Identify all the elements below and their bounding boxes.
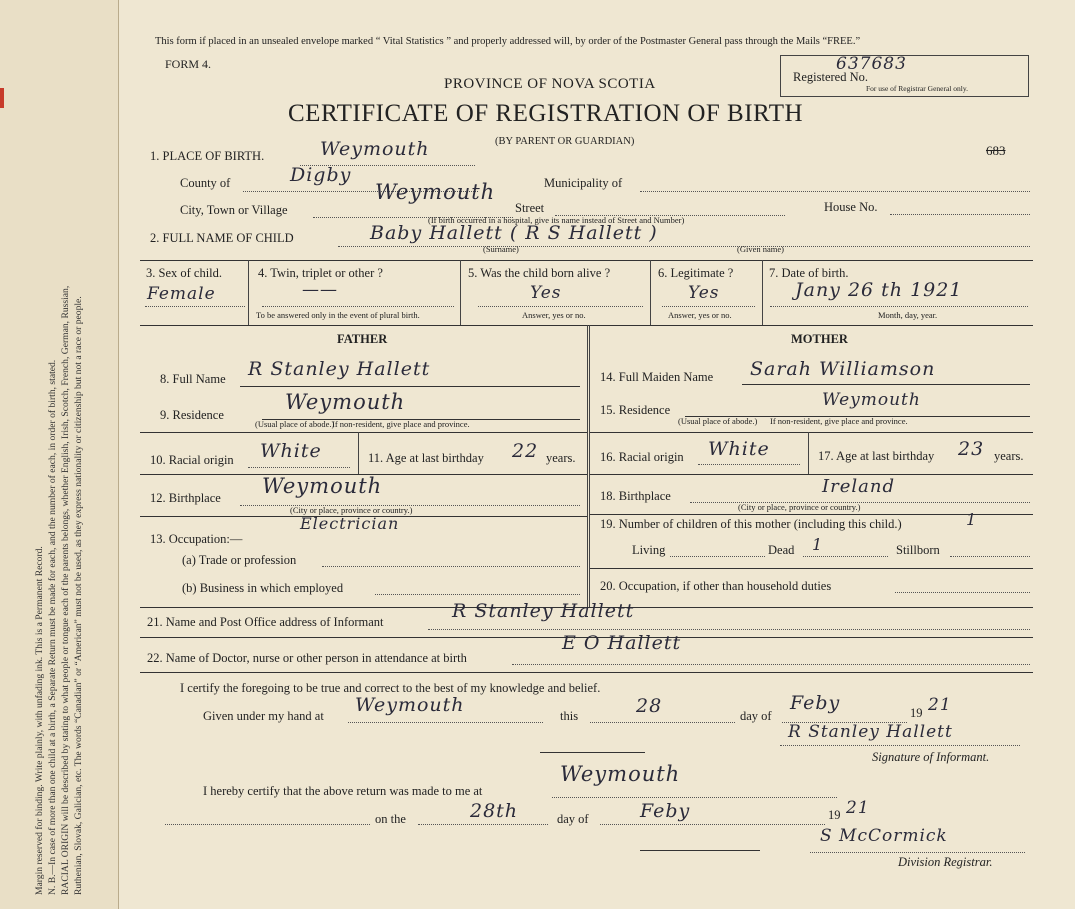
born-alive-value: Yes (530, 283, 562, 303)
registered-number-value: 637683 (836, 54, 907, 74)
signature-of-informant-label: Signature of Informant. (872, 750, 990, 764)
trade-line (322, 566, 580, 567)
registrar-signature-line (810, 852, 1025, 853)
trade-label: (a) Trade or profession (182, 553, 297, 567)
registered-number-label: Registered No. (793, 70, 868, 84)
mother-name-label: 14. Full Maiden Name (600, 370, 714, 384)
street-label: Street (515, 201, 545, 215)
grid-divider (762, 260, 763, 325)
grid-divider (460, 260, 461, 325)
mother-name-value: Sarah Williamson (750, 358, 936, 380)
mother-racial-label: 16. Racial origin (600, 450, 684, 464)
business-label: (b) Business in which employed (182, 581, 344, 595)
mother-residence-value: Weymouth (822, 390, 921, 410)
mother-children-value: 1 (966, 510, 978, 529)
child-name-label: 2. FULL NAME OF CHILD (150, 231, 294, 245)
margin-instructions (33, 15, 85, 895)
surname-note: (Surname) (483, 244, 519, 254)
twin-label: 4. Twin, triplet or other ? (258, 266, 383, 280)
living-label: Living (632, 543, 666, 557)
twin-value: —— (302, 280, 338, 300)
mother-occupation-label: 20. Occupation, if other than household duties (600, 579, 832, 593)
place-of-birth-label: 1. PLACE OF BIRTH. (150, 149, 265, 163)
mother-rule (590, 568, 1033, 569)
registration-year-value: 21 (846, 798, 870, 818)
legitimate-label: 6. Legitimate ? (658, 266, 734, 280)
stillborn-label: Stillborn (896, 543, 940, 557)
informant-value: R Stanley Hallett (452, 600, 635, 622)
father-nonresident-note: If non-resident, give place and province. (332, 419, 470, 429)
given-at-value: Weymouth (355, 694, 465, 716)
mother-nonresident-note: If non-resident, give place and province. (770, 416, 908, 426)
father-name-line (240, 386, 580, 387)
informant-signature: R Stanley Hallett (788, 722, 953, 742)
legitimate-value: Yes (688, 283, 720, 303)
registered-number-box (780, 55, 1029, 97)
city-value: Weymouth (375, 180, 496, 204)
grid-divider (650, 260, 651, 325)
registration-place-value: Weymouth (560, 762, 681, 786)
margin-line: RACIAL ORIGIN will be described by stating to what people or tongue each of the parents belongs, whether English, Irish, Scotch, French, German, Russian, (60, 285, 71, 895)
struck-number: 683 (986, 143, 1006, 158)
father-abode-note: (Usual place of abode.) (255, 419, 335, 429)
child-name-value: Baby Hallett ( R S Hallett ) (370, 222, 658, 244)
margin-line: Ruthenian, Slovak, Galician, etc. The words “Canadian” or “American” must not be used, as they express nationality or citizenship but not a race or people. (73, 296, 84, 895)
mother-children-label: 19. Number of children of this mother (including this child.) (600, 517, 902, 531)
twin-note: To be answered only in the event of plural birth. (256, 310, 420, 320)
on-the-label: on the (375, 812, 406, 826)
given-under-label: Given under my hand at (203, 709, 324, 723)
day-of-label: day of (740, 709, 772, 723)
sex-label: 3. Sex of child. (146, 266, 223, 280)
father-age-years: years. (546, 451, 576, 465)
father-occupation-label: 13. Occupation:— (150, 532, 243, 546)
father-heading: FATHER (337, 332, 388, 346)
dead-label: Dead (768, 543, 795, 557)
sex-line (145, 306, 245, 307)
father-residence-value: Weymouth (285, 390, 406, 414)
given-name-note: (Given name) (737, 244, 784, 254)
father-birthplace-value: Weymouth (262, 474, 383, 498)
municipality-line (640, 191, 1030, 192)
legitimate-note: Answer, yes or no. (668, 310, 732, 320)
father-residence-label: 9. Residence (160, 408, 224, 422)
given-at-line (348, 722, 543, 723)
this-label: this (560, 709, 579, 723)
doctor-bottom-rule (140, 672, 1033, 673)
informant-label: 21. Name and Post Office address of Informant (147, 615, 384, 629)
father-birthplace-note: (City or place, province or country.) (290, 505, 413, 515)
informant-signature-line (780, 745, 1020, 746)
margin-line: Margin reserved for binding. Write plainly, with unfading ink. This is a Permanent Record. (34, 546, 45, 895)
legitimate-line (662, 306, 755, 307)
registration-place-line (552, 797, 837, 798)
given-year-prefix: 19 (910, 706, 923, 720)
county-value: Digby (290, 164, 352, 186)
registration-year-prefix: 19 (828, 808, 841, 822)
doctor-line (512, 664, 1030, 665)
father-age-label: 11. Age at last birthday (368, 451, 484, 465)
registration-lead-line (165, 824, 370, 825)
father-racial-value: White (260, 440, 322, 462)
mother-racial-line (698, 464, 800, 465)
doctor-value: E O Hallett (562, 632, 682, 654)
division-registrar-label: Division Registrar. (898, 855, 993, 869)
born-alive-line (478, 306, 643, 307)
given-rule (540, 752, 645, 753)
living-line (670, 556, 765, 557)
father-age-divider (358, 432, 359, 474)
red-tab-mark (0, 88, 4, 108)
born-alive-label: 5. Was the child born alive ? (468, 266, 611, 280)
hospital-note: (If birth occurred in a hospital, give its name instead of Street and Number) (428, 215, 685, 225)
certify-statement: I certify the foregoing to be true and correct to the best of my knowledge and belief. (180, 681, 601, 695)
registration-day-line (418, 824, 548, 825)
mother-birthplace-label: 18. Birthplace (600, 489, 671, 503)
twin-line (262, 306, 454, 307)
born-alive-note: Answer, yes or no. (522, 310, 586, 320)
dob-line (770, 306, 1028, 307)
mother-occupation-line (895, 592, 1030, 593)
certificate-subtitle: (BY PARENT OR GUARDIAN) (495, 136, 635, 147)
mother-birthplace-note: (City or place, province or country.) (738, 502, 861, 512)
mother-name-line (742, 384, 1030, 385)
mother-heading: MOTHER (791, 332, 848, 346)
county-label: County of (180, 176, 231, 190)
father-racial-line (248, 467, 350, 468)
grid-divider (248, 260, 249, 325)
mother-age-years: years. (994, 449, 1024, 463)
given-month-value: Feby (790, 692, 841, 714)
father-racial-label: 10. Racial origin (150, 453, 234, 467)
registrar-note: For use of Registrar General only. (866, 84, 968, 93)
house-line (890, 214, 1030, 215)
registration-rule (640, 850, 760, 851)
certificate-title: CERTIFICATE OF REGISTRATION OF BIRTH (288, 100, 804, 127)
registrar-signature: S McCormick (820, 826, 948, 846)
place-of-birth-value: Weymouth (320, 138, 430, 160)
hereby-certify-label: I hereby certify that the above return was made to me at (203, 784, 483, 798)
father-occupation-value: Electrician (300, 514, 400, 533)
mother-age-label: 17. Age at last birthday (818, 449, 935, 463)
father-age-value: 22 (512, 440, 539, 462)
mother-age-value: 23 (958, 438, 985, 460)
registration-day-value: 28th (470, 800, 519, 822)
postal-notice: This form if placed in an unsealed envelope marked “ Vital Statistics ” and properly addressed will, by order of the Postmaster General pass through the Mails “FREE.” (155, 36, 861, 47)
father-birthplace-label: 12. Birthplace (150, 491, 221, 505)
mother-racial-value: White (708, 438, 770, 460)
father-rule (140, 432, 587, 433)
registration-month-line (600, 824, 825, 825)
given-year-value: 21 (928, 695, 952, 715)
mother-rule (590, 474, 1033, 475)
stillborn-line (950, 556, 1030, 557)
given-day-value: 28 (636, 695, 663, 717)
margin-line: N. B.—In case of more than one child at a birth, a Separate Return must be made for each, and the number of each, in order of birth, stated. (47, 359, 58, 895)
municipality-label: Municipality of (544, 176, 623, 190)
house-label: House No. (824, 200, 878, 214)
city-label: City, Town or Village (180, 203, 288, 217)
province-heading: PROVINCE OF NOVA SCOTIA (444, 76, 656, 92)
dob-note: Month, day, year. (878, 310, 938, 320)
registration-month-value: Feby (640, 800, 691, 822)
dob-label: 7. Date of birth. (769, 266, 849, 280)
registration-day-of-label: day of (557, 812, 589, 826)
business-line (375, 594, 580, 595)
dead-line (803, 556, 888, 557)
doctor-label: 22. Name of Doctor, nurse or other person in attendance at birth (147, 651, 467, 665)
child-name-line (338, 246, 1030, 247)
grid-top-rule (140, 260, 1033, 261)
sex-value: Female (147, 284, 216, 304)
parents-divider (587, 325, 590, 607)
given-day-line (590, 722, 735, 723)
dead-value: 1 (812, 535, 824, 554)
mother-age-divider (808, 432, 809, 474)
father-name-label: 8. Full Name (160, 372, 226, 386)
informant-line (428, 629, 1030, 630)
binding-margin (0, 0, 119, 909)
mother-residence-label: 15. Residence (600, 403, 671, 417)
mother-rule (590, 432, 1033, 433)
form-number: FORM 4. (165, 57, 212, 71)
dob-value: Jany 26 th 1921 (795, 279, 963, 301)
mother-abode-note: (Usual place of abode.) (678, 416, 758, 426)
mother-birthplace-value: Ireland (822, 476, 895, 497)
father-name-value: R Stanley Hallett (248, 358, 431, 380)
